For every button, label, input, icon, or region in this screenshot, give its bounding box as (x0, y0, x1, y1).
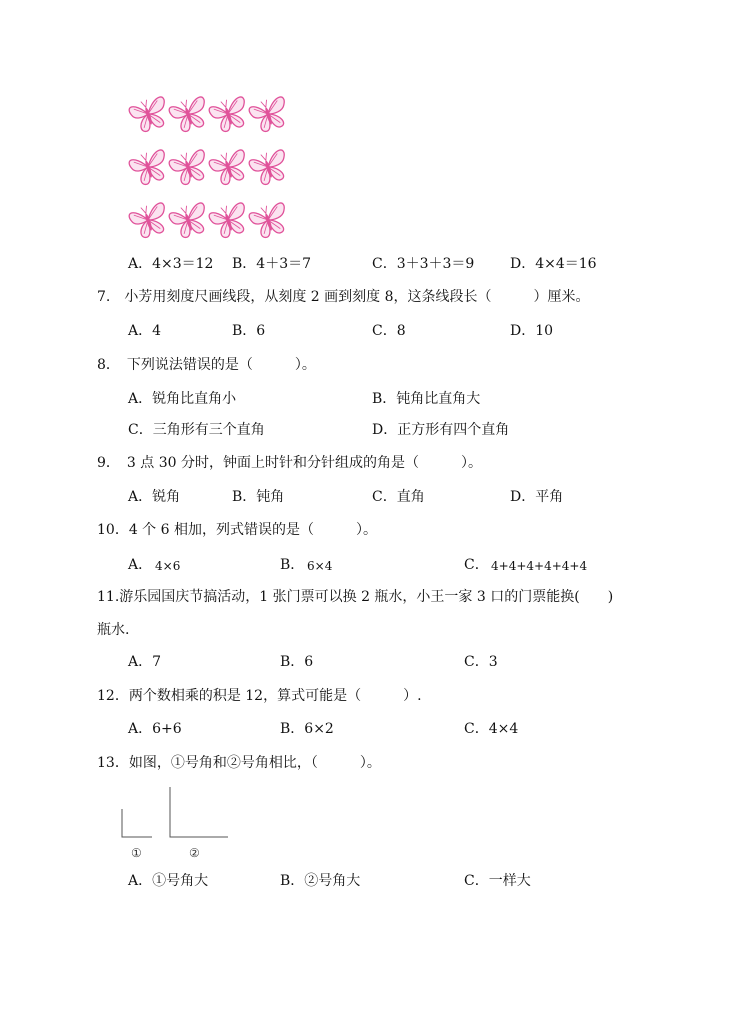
angle-1 (122, 809, 152, 837)
angle-1-label: ① (131, 846, 142, 860)
q9-option-c[interactable]: C．直角 (372, 489, 425, 505)
butterfly-icon (168, 95, 212, 135)
question-13-text: 13．如图，①号角和②号角相比，（ ）。 (97, 755, 381, 771)
butterfly-icon (168, 201, 212, 241)
q10-option-c-label[interactable]: C． (464, 557, 489, 573)
q13-option-a[interactable]: A．①号角大 (128, 873, 209, 889)
q6-option-d[interactable]: D．4×4＝16 (510, 256, 597, 272)
q11-option-c[interactable]: C．3 (464, 654, 498, 670)
butterfly-icon (128, 95, 172, 135)
butterfly-icon (168, 148, 212, 188)
question-10-text: 10．4 个 6 相加，列式错误的是（ ）。 (97, 522, 377, 538)
angle-figure (115, 785, 235, 845)
question-8-text: 8． 下列说法错误的是（ ）。 (97, 357, 316, 373)
butterfly-icon (208, 148, 252, 188)
q10-option-a-label[interactable]: A． (128, 557, 153, 573)
q13-option-b[interactable]: B．②号角大 (280, 873, 361, 889)
butterfly-icon (208, 201, 252, 241)
butterfly-grid (125, 93, 295, 243)
q10-option-b-value: 6×4 (307, 559, 333, 573)
angle-2 (170, 787, 228, 837)
q9-option-a[interactable]: A．锐角 (128, 489, 181, 505)
q7-option-a[interactable]: A．4 (128, 323, 162, 339)
question-11-text: 11.游乐园国庆节搞活动，1 张门票可以换 2 瓶水，小王一家 3 口的门票能换( ) (97, 589, 614, 605)
q8-option-b[interactable]: B．钝角比直角大 (372, 391, 481, 407)
q7-option-d[interactable]: D．10 (510, 323, 554, 339)
q11-option-b[interactable]: B．6 (280, 654, 314, 670)
butterfly-icon (128, 201, 172, 241)
q10-option-a-value: 4×6 (155, 559, 181, 573)
question-11-text-cont: 瓶水. (97, 622, 130, 638)
q12-option-b[interactable]: B．6×2 (280, 721, 334, 737)
q6-option-c[interactable]: C．3＋3＋3＝9 (372, 256, 475, 272)
q13-option-c[interactable]: C．一样大 (464, 873, 531, 889)
q12-option-a[interactable]: A．6+6 (128, 721, 182, 737)
q7-option-b[interactable]: B．6 (232, 323, 266, 339)
butterfly-icon (248, 201, 292, 241)
q12-option-c[interactable]: C．4×4 (464, 721, 519, 737)
q11-option-a[interactable]: A．7 (128, 654, 162, 670)
q9-option-b[interactable]: B．钝角 (232, 489, 285, 505)
q8-option-d[interactable]: D．正方形有四个直角 (372, 422, 510, 438)
q6-option-b[interactable]: B．4＋3＝7 (232, 256, 312, 272)
q6-option-a[interactable]: A．4×3＝12 (128, 256, 214, 272)
angle-2-label: ② (189, 846, 200, 860)
butterfly-icon (248, 148, 292, 188)
q10-option-b-label[interactable]: B． (280, 557, 305, 573)
butterfly-icon (208, 95, 252, 135)
q10-option-c-value: 4+4+4+4+4+4 (491, 559, 588, 573)
butterfly-icon (248, 95, 292, 135)
butterfly-icon (128, 148, 172, 188)
q9-option-d[interactable]: D．平角 (510, 489, 564, 505)
question-9-text: 9． 3 点 30 分时，钟面上时针和分针组成的角是（ ）。 (97, 455, 482, 471)
q7-option-c[interactable]: C．8 (372, 323, 406, 339)
q8-option-a[interactable]: A．锐角比直角小 (128, 391, 237, 407)
q8-option-c[interactable]: C．三角形有三个直角 (128, 422, 265, 438)
question-12-text: 12．两个数相乘的积是 12，算式可能是（ ）. (97, 688, 422, 704)
question-7-text: 7. 小芳用刻度尺画线段，从刻度 2 画到刻度 8，这条线段长（ ）厘米。 (97, 289, 590, 305)
